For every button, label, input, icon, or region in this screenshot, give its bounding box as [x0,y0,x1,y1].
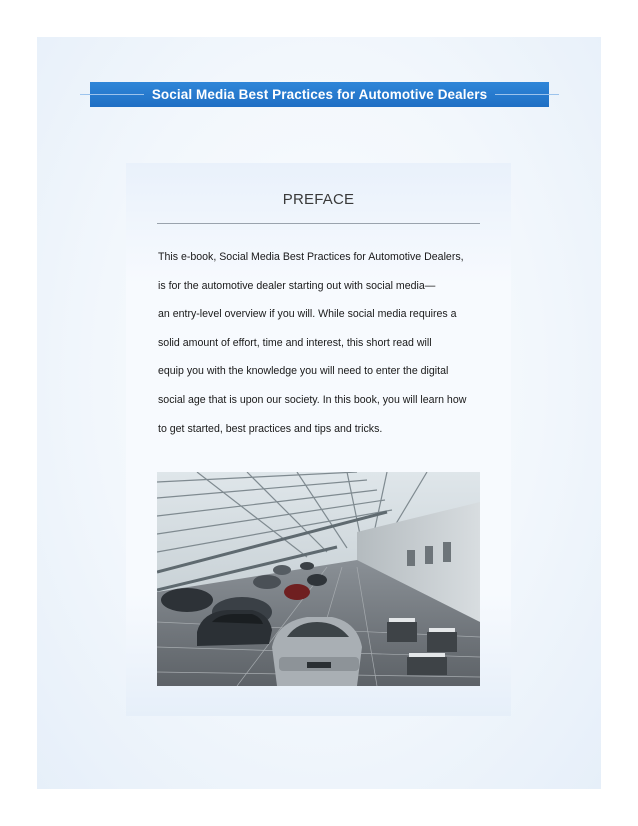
preface-line: an entry-level overview if you will. While social media requires a [158,308,457,321]
document-title: Social Media Best Practices for Automotive Dealers [151,87,488,102]
preface-line: solid amount of effort, time and interest, this short read will [158,336,432,349]
showroom-illustration [157,472,480,686]
showroom-photo [157,472,480,686]
preface-line: social age that is upon our society. In this book, you will learn how [158,393,467,406]
preface-line: is for the automotive dealer starting out with social media— [158,279,436,292]
header-banner [90,82,549,107]
preface-body [158,249,488,449]
preface-line: This e-book, Social Media Best Practices for Automotive Dealers, [158,251,464,263]
preface-heading: PREFACE [282,191,355,208]
preface-line: equip you with the knowledge you will need to enter the digital [158,365,449,378]
heading-divider [157,223,480,224]
preface-line: to get started, best practices and tips and tricks. [158,422,383,435]
preface-card [126,163,511,716]
banner-rule-right [495,94,559,95]
banner-rule-left [80,94,144,95]
